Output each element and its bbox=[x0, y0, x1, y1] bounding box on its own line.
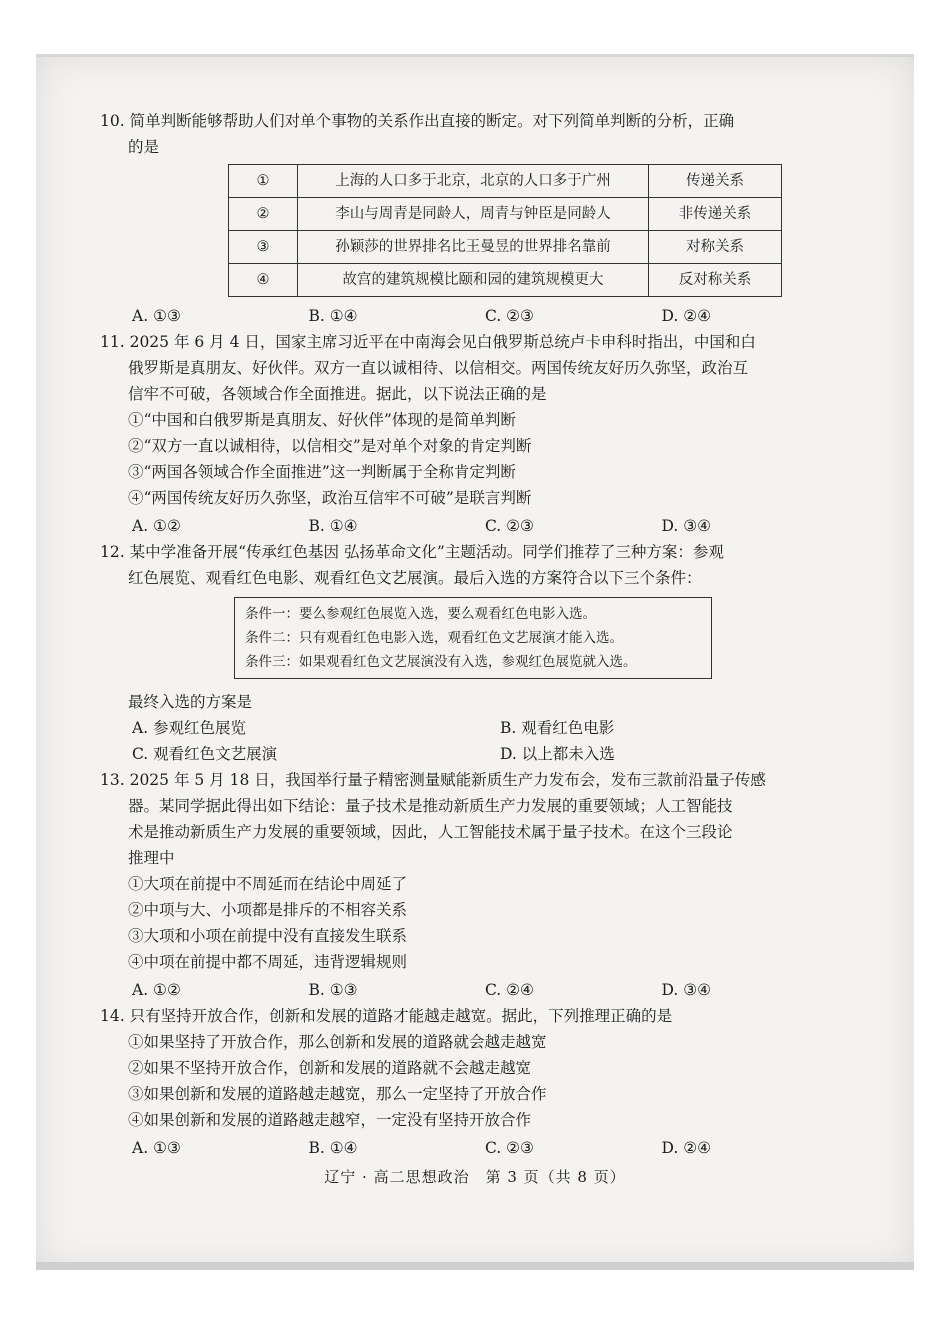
q13-stem-line2: 器。某同学据此得出如下结论：量子技术是推动新质生产力发展的重要领域；人工智能技 bbox=[128, 797, 733, 815]
question-13 bbox=[100, 767, 838, 1003]
row-statement: 李山与周青是同龄人，周青与钟臣是同龄人 bbox=[298, 198, 649, 231]
question-12 bbox=[100, 539, 838, 767]
option-c[interactable]: C. ②④ bbox=[485, 981, 534, 999]
row-number: ③ bbox=[229, 231, 298, 264]
option-a[interactable]: A. ①② bbox=[132, 517, 181, 535]
option-a[interactable]: A. ①③ bbox=[132, 1139, 181, 1157]
q12-stem-line2: 红色展览、观看红色电影、观看红色文艺展演。最后入选的方案符合以下三个条件： bbox=[128, 569, 702, 587]
q10-relation-table bbox=[228, 164, 782, 297]
table-row bbox=[229, 231, 782, 264]
condition-1: 条件一：要么参观红色展览入选，要么观看红色电影入选。 bbox=[245, 606, 596, 622]
table-row bbox=[229, 264, 782, 297]
q12-question: 最终入选的方案是 bbox=[128, 693, 253, 711]
row-statement: 孙颖莎的世界排名比王曼昱的世界排名靠前 bbox=[298, 231, 649, 264]
q14-item: ③如果创新和发展的道路越走越宽，那么一定坚持了开放合作 bbox=[128, 1085, 547, 1103]
q13-stem-line4: 推理中 bbox=[128, 849, 175, 867]
option-d[interactable]: D. ②④ bbox=[661, 307, 712, 325]
q12-conditions-box bbox=[234, 597, 712, 679]
row-relation: 非传递关系 bbox=[649, 198, 782, 231]
option-a[interactable]: A. 参观红色展览 bbox=[132, 719, 247, 737]
q13-item: ④中项在前提中都不周延，违背逻辑规则 bbox=[128, 953, 408, 971]
q13-item: ②中项与大、小项都是排斥的不相容关系 bbox=[128, 901, 408, 919]
condition-3: 条件三：如果观看红色文艺展演没有入选，参观红色展览就入选。 bbox=[245, 654, 637, 670]
table-row bbox=[229, 165, 782, 198]
q11-stem-line2: 俄罗斯是真朋友、好伙伴。双方一直以诚相待、以信相交。两国传统友好历久弥坚，政治互 bbox=[128, 359, 749, 377]
q11-stem-line1: 11. 2025 年 6 月 4 日，国家主席习近平在中南海会见白俄罗斯总统卢卡申科时指出，中国和白 bbox=[100, 333, 756, 351]
q11-item: ④“两国传统友好历久弥坚，政治互信牢不可破”是联言判断 bbox=[128, 489, 532, 507]
option-c[interactable]: C. ②③ bbox=[485, 517, 534, 535]
question-14 bbox=[100, 1003, 838, 1161]
option-a[interactable]: A. ①③ bbox=[132, 307, 181, 325]
row-statement: 上海的人口多于北京，北京的人口多于广州 bbox=[298, 165, 649, 198]
q10-stem-line1: 10. 简单判断能够帮助人们对单个事物的关系作出直接的断定。对下列简单判断的分析，正确 bbox=[100, 112, 735, 130]
q14-item: ④如果创新和发展的道路越走越窄，一定没有坚持开放合作 bbox=[128, 1111, 532, 1129]
row-relation: 反对称关系 bbox=[649, 264, 782, 297]
q14-item: ②如果不坚持开放合作，创新和发展的道路就不会越走越宽 bbox=[128, 1059, 532, 1077]
row-statement: 故宫的建筑规模比颐和园的建筑规模更大 bbox=[298, 264, 649, 297]
q14-item: ①如果坚持了开放合作，那么创新和发展的道路就会越走越宽 bbox=[128, 1033, 547, 1051]
option-a[interactable]: A. ①② bbox=[132, 981, 181, 999]
option-b[interactable]: B. ①④ bbox=[308, 307, 358, 325]
row-relation: 对称关系 bbox=[649, 231, 782, 264]
question-11 bbox=[100, 329, 838, 539]
condition-2: 条件二：只有观看红色电影入选，观看红色文艺展演才能入选。 bbox=[245, 630, 623, 646]
q10-options bbox=[100, 303, 838, 329]
row-number: ④ bbox=[229, 264, 298, 297]
option-d[interactable]: D. ③④ bbox=[661, 981, 712, 999]
row-number: ② bbox=[229, 198, 298, 231]
question-10 bbox=[100, 108, 838, 329]
option-b[interactable]: B. ①③ bbox=[308, 981, 358, 999]
option-d[interactable]: D. 以上都未入选 bbox=[500, 745, 615, 763]
option-c[interactable]: C. 观看红色文艺展演 bbox=[132, 745, 278, 763]
option-b[interactable]: B. 观看红色电影 bbox=[500, 719, 615, 737]
q10-stem-line2: 的是 bbox=[128, 138, 160, 156]
row-relation: 传递关系 bbox=[649, 165, 782, 198]
q11-item: ③“两国各领域合作全面推进”这一判断属于全称肯定判断 bbox=[128, 463, 516, 481]
q11-options bbox=[100, 513, 838, 539]
scan-edge-top bbox=[36, 54, 914, 57]
page-footer: 辽宁 · 高二思想政治 第 3 页（共 8 页） bbox=[324, 1168, 626, 1186]
table-row bbox=[229, 198, 782, 231]
option-c[interactable]: C. ②③ bbox=[485, 307, 534, 325]
q13-stem-line3: 术是推动新质生产力发展的重要领域，因此，人工智能技术属于量子技术。在这个三段论 bbox=[128, 823, 733, 841]
q12-options bbox=[100, 715, 838, 767]
q11-stem-line3: 信牢不可破，各领域合作全面推进。据此，以下说法正确的是 bbox=[128, 385, 547, 403]
scan-edge-bottom bbox=[36, 1262, 914, 1270]
q13-item: ③大项和小项在前提中没有直接发生联系 bbox=[128, 927, 408, 945]
option-c[interactable]: C. ②③ bbox=[485, 1139, 534, 1157]
q11-item: ①“中国和白俄罗斯是真朋友、好伙伴”体现的是简单判断 bbox=[128, 411, 516, 429]
option-b[interactable]: B. ①④ bbox=[308, 517, 358, 535]
q13-item: ①大项在前提中不周延而在结论中周延了 bbox=[128, 875, 408, 893]
page-content bbox=[100, 108, 838, 1161]
option-d[interactable]: D. ②④ bbox=[661, 1139, 712, 1157]
q13-stem-line1: 13. 2025 年 5 月 18 日，我国举行量子精密测量赋能新质生产力发布会，发布三款前沿量子传感 bbox=[100, 771, 766, 789]
option-b[interactable]: B. ①④ bbox=[308, 1139, 358, 1157]
q13-options bbox=[100, 977, 838, 1003]
row-number: ① bbox=[229, 165, 298, 198]
q14-stem-line1: 14. 只有坚持开放合作，创新和发展的道路才能越走越宽。据此，下列推理正确的是 bbox=[100, 1007, 673, 1025]
q12-stem-line1: 12. 某中学准备开展“传承红色基因 弘扬革命文化”主题活动。同学们推荐了三种方案：参观 bbox=[100, 543, 724, 561]
q11-item: ②“双方一直以诚相待，以信相交”是对单个对象的肯定判断 bbox=[128, 437, 532, 455]
option-d[interactable]: D. ③④ bbox=[661, 517, 712, 535]
q14-options bbox=[100, 1135, 838, 1161]
